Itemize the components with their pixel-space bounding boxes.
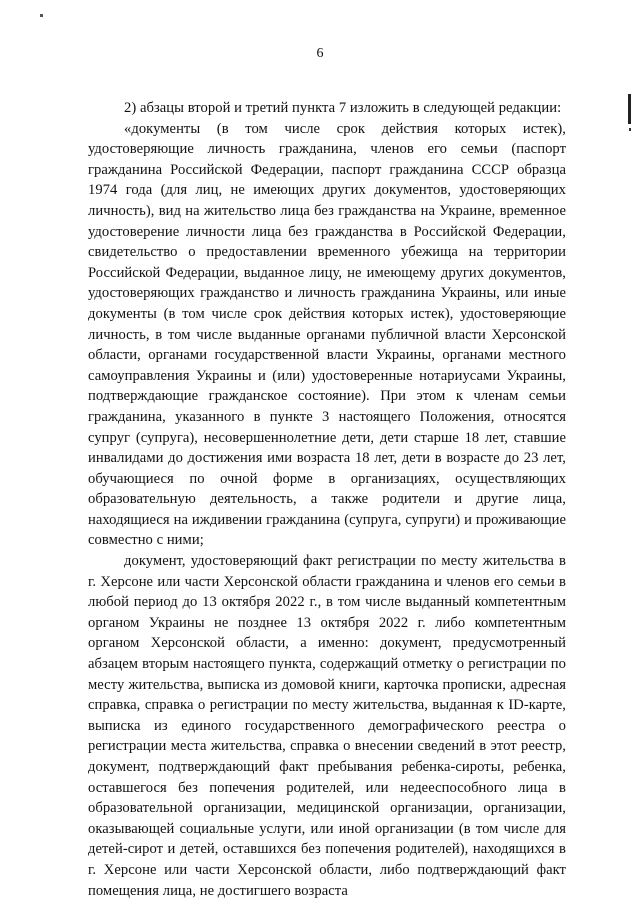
page-number: 6: [316, 46, 324, 61]
scan-edge-dot: [629, 128, 631, 131]
paragraph-identity-documents: «документы (в том числе срок действия которых истек), удостоверяющие личность гражданина, членов его семьи (паспорт гражданина Российской Федерации, паспорт гражданина СССР образца 1974 года (для лиц, не имеющих других документов, удостоверяющих личность), вид на жительство лица без гражданства на Украине, временное удостоверение личности лица без гражданства в Российской Федерации, свидетельство о предоставлении временного убежища на территории Российской Федерации, выданное лицу, не имеющему других документов, удостоверяющих гражданство и личность гражданина Украины, или иные документы (в том числе срок действия которых истек), удостоверяющие личность, в том числе выданные органами публичной власти Херсонской области, органами государственной власти Украины, органами местного самоуправления Украины и (или) удостоверенные нотариусами Украины, подтверждающие гражданское состояние). При этом к членам семьи гражданина, указанного в пункте 3 настоящего Положения, относятся супруг (супруга), несовершеннолетние дети, дети старше 18 лет, ставшие инвалидами до достижения ими возраста 18 лет, дети в возрасте до 23 лет, обучающиеся по очной форме в организациях, осуществляющих образовательную деятельность, а также родители и другие лица, находящиеся на иждивении гражданина (супруга, супруги) и проживающие совместно с ними;: [88, 120, 566, 549]
paragraph-amendment-intro: 2) абзацы второй и третий пункта 7 изложить в следующей редакции:: [124, 100, 562, 116]
document-body: [88, 98, 566, 901]
paragraph-registration-document: документ, удостоверяющий факт регистрации по месту жительства в г. Херсоне или части Херсонской области гражданина и членов его семьи в любой период до 13 октября 2022 г., в том числе выданный компетентным органом Украины не позднее 13 октября 2022 г. либо компетентным органом Херсонской области, а именно: документ, предусмотренный абзацем вторым настоящего пункта, содержащий отметку о регистрации по месту жительства, выписка из домовой книги, карточка прописки, адресная справка, справка о регистрации по месту жительства, выданная к ID-карте, выписка из единого государственного демографического реестра о регистрации места жительства, справка о внесении сведений в этот реестр, документ, подтверждающий факт пребывания ребенка-сироты, ребенка, оставшегося без попечения родителей, или недееспособного лица в образовательной организации, медицинской организации, организации, оказывающей социальные услуги, или иной организации (в том числе для детей-сирот и детей, оставшихся без попечения родителей), находящихся в г. Херсоне или части Херсонской области, либо подтверждающий факт помещения лица, не достигшего возраста: [88, 553, 566, 899]
scan-edge-mark: [628, 94, 631, 124]
scan-speck: [40, 14, 43, 17]
